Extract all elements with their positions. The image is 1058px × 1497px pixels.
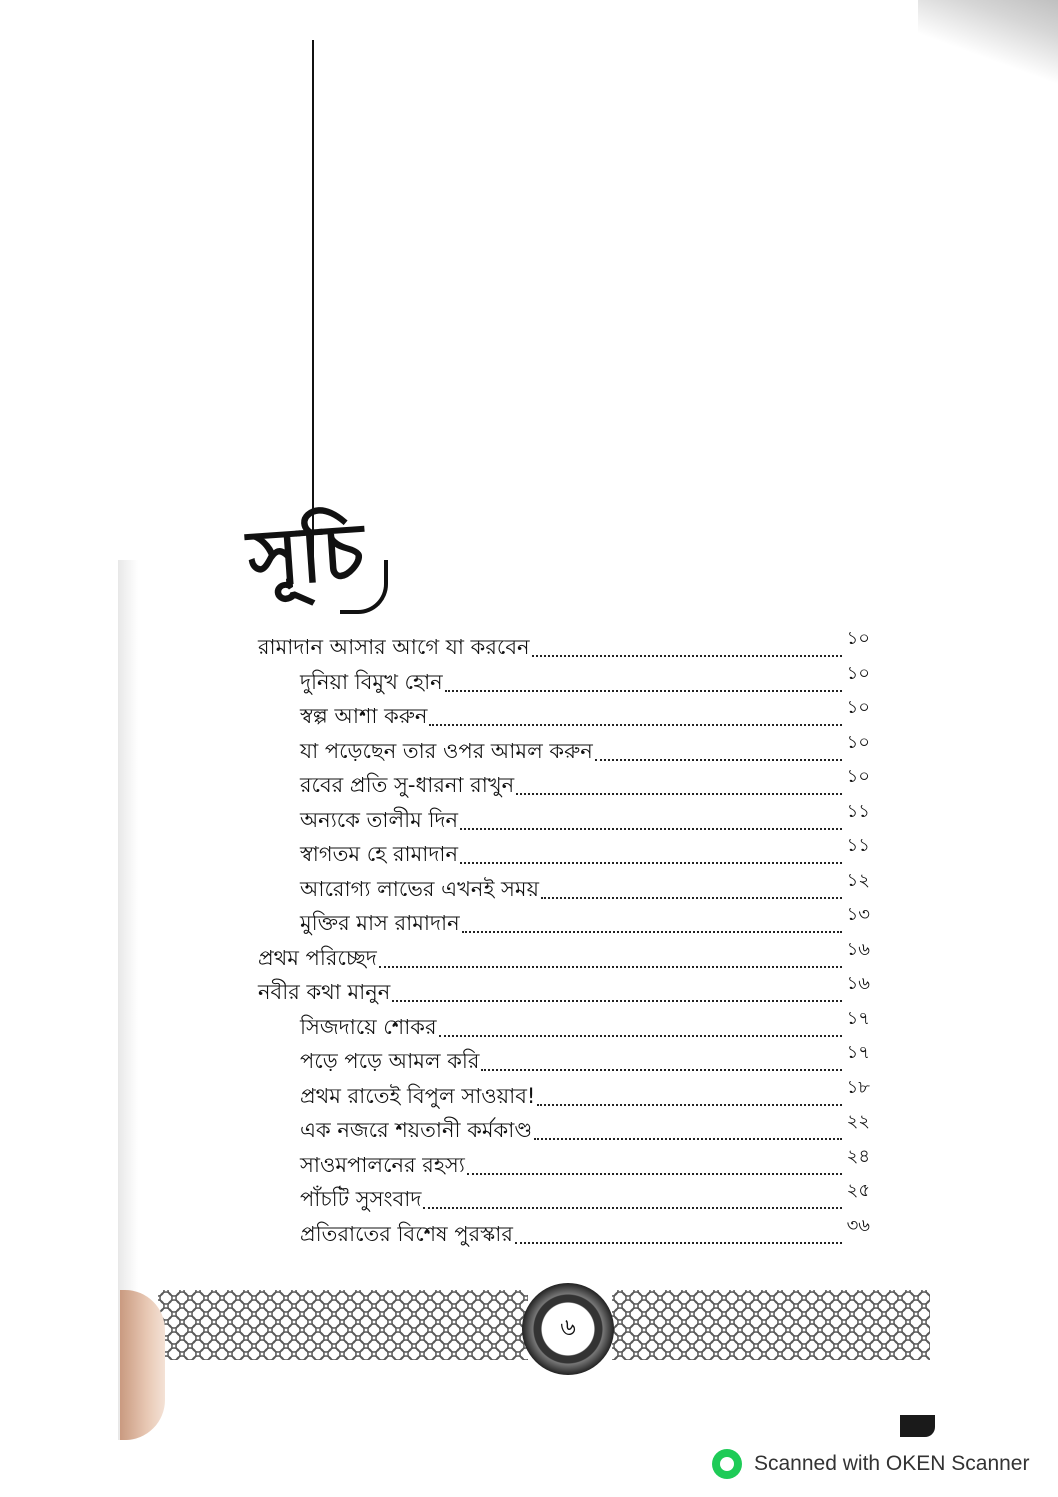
footer-ornament-right bbox=[612, 1290, 930, 1360]
toc-entry bbox=[300, 1111, 870, 1143]
toc-entry-page: ১৭ bbox=[846, 1007, 870, 1029]
toc-entry-page: ২২ bbox=[846, 1111, 870, 1132]
toc-entry-title: অন্যকে তালীম দিন bbox=[300, 807, 459, 832]
toc-entry bbox=[300, 731, 870, 764]
toc-entry bbox=[300, 1145, 870, 1178]
toc-dot-leader bbox=[392, 999, 842, 1002]
toc-entry bbox=[258, 628, 870, 660]
toc-entry-title: যা পড়েছেন তার ওপর আমল করুন bbox=[300, 738, 593, 763]
toc-entry-page: ১২ bbox=[846, 869, 870, 891]
toc-entry-title: প্রতিরাতের বিশেষ পুরস্কার bbox=[300, 1221, 513, 1246]
toc-entry bbox=[300, 697, 870, 729]
toc-entry-title: রামাদান আসার আগে যা করবেন bbox=[258, 635, 530, 659]
toc-entry-page: ১০ bbox=[846, 731, 870, 753]
toc-entry-page: ১৭ bbox=[846, 1042, 870, 1063]
oken-scanner-logo-icon bbox=[712, 1449, 742, 1479]
toc-entry bbox=[300, 800, 870, 833]
toc-entry-page: ২৫ bbox=[846, 1180, 870, 1201]
toc-dot-leader bbox=[532, 654, 842, 657]
footer-ornament-left bbox=[158, 1290, 528, 1360]
toc-entry bbox=[258, 938, 870, 971]
toc-dot-leader bbox=[439, 1034, 842, 1037]
toc-entry-title: রবের প্রতি সু-ধারনা রাখুন bbox=[300, 773, 515, 797]
toc-entry bbox=[300, 869, 870, 902]
toc-entry-title: মুক্তির মাস রামাদান bbox=[300, 911, 460, 935]
toc-entry bbox=[300, 904, 870, 936]
page-corner-shadow bbox=[918, 0, 1058, 90]
toc-entry-page: ১৩ bbox=[846, 904, 870, 925]
toc-entry-title: পড়ে পড়ে আমল করি bbox=[300, 1049, 480, 1073]
toc-entry-page: ১৬ bbox=[846, 938, 870, 960]
toc-entry-title: প্রথম পরিচ্ছেদ bbox=[258, 945, 377, 970]
toc-entry-title: স্বাগতম হে রামাদান bbox=[300, 842, 459, 866]
toc-entry-page: ১৮ bbox=[846, 1076, 870, 1098]
toc-entry-title: নবীর কথা মানুন bbox=[258, 980, 391, 1004]
toc-entry bbox=[300, 766, 870, 798]
toc-entry-page: ১৬ bbox=[846, 973, 870, 994]
toc-entry-page: ১০ bbox=[846, 628, 870, 649]
toc-entry-page: ১০ bbox=[846, 662, 870, 684]
toc-heading: সূচি bbox=[244, 505, 367, 605]
toc-dot-leader bbox=[534, 1137, 842, 1140]
toc-dot-leader bbox=[379, 965, 842, 968]
toc-entry bbox=[300, 835, 870, 867]
toc-entry-title: এক নজরে শয়তানী কর্মকাণ্ড bbox=[300, 1118, 533, 1142]
toc-dot-leader bbox=[467, 1172, 842, 1175]
decorative-vertical-line bbox=[312, 40, 314, 560]
toc-entry bbox=[300, 662, 870, 695]
toc-entry-page: ৩৬ bbox=[846, 1214, 870, 1236]
toc-entry-title: পাঁচটি সুসংবাদ bbox=[300, 1187, 422, 1211]
toc-entry-page: ২৪ bbox=[846, 1145, 870, 1167]
toc-entry bbox=[300, 1214, 870, 1247]
toc-entry bbox=[300, 1076, 870, 1109]
page-number-medallion bbox=[522, 1283, 614, 1375]
page-number: ৬ bbox=[542, 1303, 594, 1355]
toc-dot-leader bbox=[429, 723, 842, 726]
toc-dot-leader bbox=[423, 1206, 842, 1209]
toc-dot-leader bbox=[595, 758, 842, 761]
toc-entry bbox=[258, 973, 870, 1005]
toc-dot-leader bbox=[537, 1103, 842, 1106]
toc-dot-leader bbox=[462, 930, 842, 933]
toc-entry bbox=[300, 1042, 870, 1074]
toc-entry-title: প্রথম রাতেই বিপুল সাওয়াব! bbox=[300, 1083, 536, 1108]
page-curl bbox=[900, 1415, 935, 1437]
toc-entry bbox=[300, 1180, 870, 1212]
toc-entry-page: ১০ bbox=[846, 766, 870, 787]
toc-dot-leader bbox=[460, 861, 842, 864]
toc-entry bbox=[300, 1007, 870, 1040]
scanner-thumb bbox=[120, 1290, 165, 1440]
scanner-watermark-text: Scanned with OKEN Scanner bbox=[754, 1452, 1030, 1475]
scanner-watermark bbox=[712, 1446, 1029, 1482]
heading-swash-ornament bbox=[340, 560, 388, 614]
toc-entry-title: সিজদায়ে শোকর bbox=[300, 1014, 437, 1039]
toc-dot-leader bbox=[541, 896, 842, 899]
toc-dot-leader bbox=[516, 792, 842, 795]
toc-dot-leader bbox=[445, 689, 842, 692]
toc-entry-title: স্বল্প আশা করুন bbox=[300, 704, 428, 728]
toc-dot-leader bbox=[460, 827, 842, 830]
toc-entry-title: দুনিয়া বিমুখ হোন bbox=[300, 669, 443, 694]
toc-entry-title: আরোগ্য লাভের এখনই সময় bbox=[300, 876, 539, 901]
toc-dot-leader bbox=[481, 1068, 842, 1071]
toc-entry-page: ১১ bbox=[846, 800, 870, 822]
toc-entry-page: ১১ bbox=[846, 835, 870, 856]
toc-dot-leader bbox=[515, 1241, 842, 1244]
toc-entry-title: সাওমপালনের রহস্য bbox=[300, 1152, 465, 1177]
toc-entry-page: ১০ bbox=[846, 697, 870, 718]
